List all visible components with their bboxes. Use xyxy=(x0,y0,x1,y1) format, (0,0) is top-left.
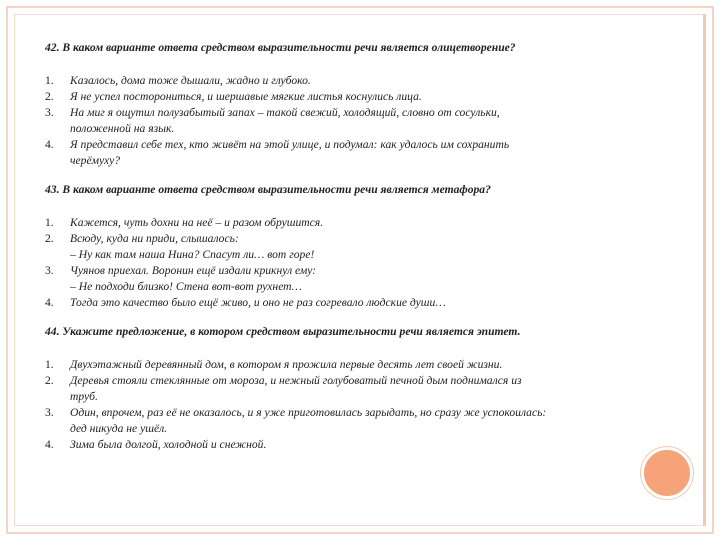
option-text-continued: черёмуху? xyxy=(70,154,121,167)
option-number: 3. xyxy=(45,406,54,419)
option-number: 1. xyxy=(45,358,54,371)
option-text: Я не успел посторониться, и шершавые мягкие листья коснулись лица. xyxy=(70,90,422,103)
question-44-title: 44. Укажите предложение, в котором средством выразительности речи является эпитет. xyxy=(45,325,521,338)
option-text: Чуянов приехал. Воронин ещё издали крикнул ему: xyxy=(70,264,317,277)
option-item xyxy=(45,263,655,295)
option-text-continued: – Ну как там наша Нина? Спасут ли… вот горе! xyxy=(70,248,315,261)
option-number: 3. xyxy=(45,106,54,119)
option-number: 4. xyxy=(45,438,54,451)
option-text-continued: дед никуда не ушёл. xyxy=(70,422,168,435)
option-item xyxy=(45,215,655,231)
option-item xyxy=(45,437,655,453)
option-text: На миг я ощутил полузабытый запах – такой свежий, холодящий, словно от сосульки, xyxy=(70,106,500,119)
option-item xyxy=(45,295,655,311)
option-text-continued: – Не подходи близко! Стена вот-вот рухнет… xyxy=(70,280,302,293)
option-item xyxy=(45,405,655,437)
option-text: Я представил себе тех, кто живёт на этой улице, и подумал: как удалось им сохранить xyxy=(70,138,510,151)
option-item xyxy=(45,89,655,105)
option-number: 2. xyxy=(45,232,54,245)
option-number: 1. xyxy=(45,74,54,87)
option-text: Тогда это качество было ещё живо, и оно не раз согревало людские души… xyxy=(70,296,446,309)
option-text-continued: положенной на язык. xyxy=(70,122,175,135)
option-text-continued: труб. xyxy=(70,390,98,403)
option-number: 2. xyxy=(45,90,54,103)
option-number: 4. xyxy=(45,138,54,151)
question-42-title: 42. В каком варианте ответа средством выразительности речи является олицетворение? xyxy=(45,41,516,54)
option-text: Один, впрочем, раз её не оказалось, и я уже приготовилась зарыдать, но сразу же успокоилась: xyxy=(70,406,547,419)
question-42-options xyxy=(45,73,655,169)
option-text: Всюду, куда ни приди, слышалось: xyxy=(70,232,239,245)
option-number: 1. xyxy=(45,216,54,229)
option-text: Зима была долгой, холодной и снежной. xyxy=(70,438,267,451)
option-item xyxy=(45,73,655,89)
option-text: Деревья стояли стеклянные от мороза, и нежный голубоватый печной дым поднимался из xyxy=(70,374,522,387)
option-number: 3. xyxy=(45,264,54,277)
question-44-options xyxy=(45,357,655,453)
option-text: Двухэтажный деревянный дом, в котором я прожила первые десять лет своей жизни. xyxy=(70,358,503,371)
frame-right-edge xyxy=(703,14,706,526)
option-number: 2. xyxy=(45,374,54,387)
option-text: Кажется, чуть дохни на неё – и разом обрушится. xyxy=(70,216,324,229)
option-number: 4. xyxy=(45,296,54,309)
option-item xyxy=(45,105,655,137)
option-item xyxy=(45,231,655,263)
question-43-title: 43. В каком варианте ответа средством выразительности речи является метафора? xyxy=(45,183,491,196)
option-text: Казалось, дома тоже дышали, жадно и глубоко. xyxy=(70,74,311,87)
option-item xyxy=(45,137,655,169)
option-item xyxy=(45,357,655,373)
slide-content xyxy=(45,34,655,466)
option-item xyxy=(45,373,655,405)
question-43-options xyxy=(45,215,655,311)
